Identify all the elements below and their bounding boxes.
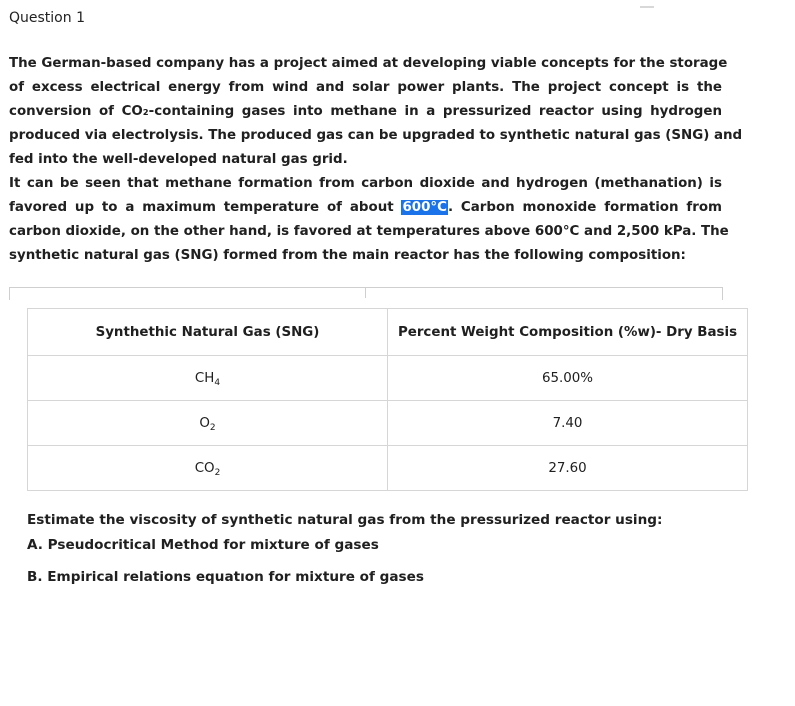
problem-statement bbox=[9, 52, 743, 268]
gas-symbol: CH bbox=[194, 370, 215, 386]
table-row bbox=[28, 356, 748, 401]
column-header-gas: Synthethic Natural Gas (SNG) bbox=[28, 309, 388, 356]
column-header-composition: Percent Weight Composition (%w)- Dry Basis bbox=[388, 309, 748, 356]
gas-subscript: 4 bbox=[214, 377, 221, 388]
paragraph-line-highlighted bbox=[9, 196, 722, 220]
paragraph-line: produced via electrolysis. The produced gas can be upgraded to synthetic natural gas (SNG) and bbox=[9, 128, 743, 143]
task-option-a: A. Pseudocritical Method for mixture of gases bbox=[27, 537, 379, 553]
value-cell: 7.40 bbox=[388, 401, 748, 446]
gas-cell bbox=[28, 446, 388, 491]
table-row bbox=[28, 401, 748, 446]
paragraph-line: carbon dioxide, on the other hand, is favored at temperatures above 600°C and 2,500 kPa. The bbox=[9, 224, 729, 239]
divider bbox=[640, 6, 654, 8]
gas-symbol: O bbox=[199, 415, 210, 431]
gas-subscript: 2 bbox=[209, 422, 216, 433]
question-title: Question 1 bbox=[9, 10, 85, 26]
selected-text-highlight[interactable]: 600°C bbox=[402, 200, 447, 215]
text-after-highlight: . Carbon monoxide formation from bbox=[447, 200, 722, 215]
paragraph-line: synthetic natural gas (SNG) formed from the main reactor has the following composition: bbox=[9, 248, 686, 263]
value-cell: 27.60 bbox=[388, 446, 748, 491]
paragraph-line: conversion of CO₂-containing gases into methane in a pressurized reactor using hydrogen bbox=[9, 104, 722, 119]
gas-cell bbox=[28, 401, 388, 446]
paragraph-line: of excess electrical energy from wind and solar power plants. The project concept is the bbox=[9, 80, 722, 95]
value-cell: 65.00% bbox=[388, 356, 748, 401]
task-prompt: Estimate the viscosity of synthetic natural gas from the pressurized reactor using: bbox=[27, 512, 663, 528]
text-before-highlight: favored up to a maximum temperature of about bbox=[9, 200, 402, 215]
gas-cell bbox=[28, 356, 388, 401]
paragraph-line: It can be seen that methane formation from carbon dioxide and hydrogen (methanation) is bbox=[9, 176, 722, 191]
task-option-b: B. Empirical relations equatıon for mixture of gases bbox=[27, 569, 424, 585]
table-header-row bbox=[28, 309, 748, 356]
paragraph-line: fed into the well-developed natural gas grid. bbox=[9, 152, 348, 167]
paragraph-line: The German-based company has a project aimed at developing viable concepts for the storage bbox=[9, 56, 728, 71]
gas-symbol: CO bbox=[194, 460, 215, 476]
table-frame-top bbox=[9, 287, 723, 300]
table-row bbox=[28, 446, 748, 491]
composition-table bbox=[27, 308, 748, 491]
frame-divider bbox=[365, 288, 366, 298]
gas-subscript: 2 bbox=[214, 467, 221, 478]
